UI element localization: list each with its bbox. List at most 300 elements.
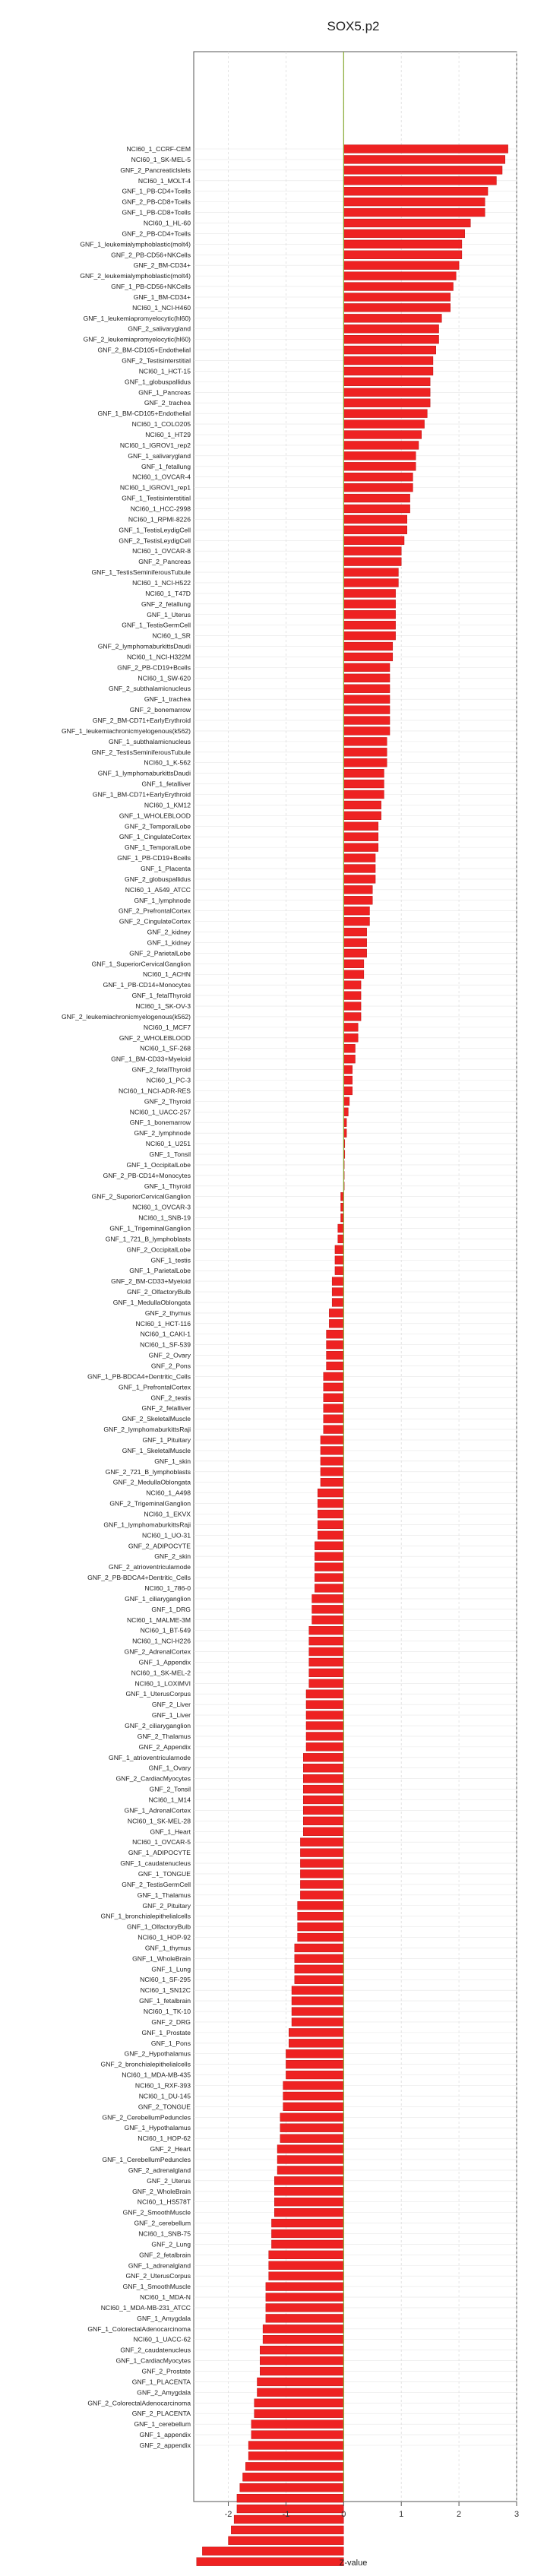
category-label: GNF_1_Lung — [151, 1965, 191, 1973]
category-label: GNF_1_SkeletalMuscle — [122, 1446, 191, 1454]
bar — [343, 293, 450, 302]
bar — [255, 2399, 344, 2407]
category-label: GNF_1_WHOLEBLOOD — [119, 812, 191, 820]
category-label: GNF_2_caudatenucleus — [120, 2346, 191, 2354]
category-label: NCI60_1_LOXIMVI — [134, 1679, 191, 1688]
chart-title: SOX5.p2 — [327, 19, 380, 33]
bar — [321, 1467, 343, 1476]
category-label: NCI60_1_T47D — [145, 589, 191, 597]
bar — [309, 1679, 344, 1688]
category-label: NCI60_1_SK-MEL-2 — [131, 1669, 191, 1677]
category-label: GNF_2_PB-CD14+Monocytes — [103, 1171, 191, 1179]
category-label: NCI60_1_UO-31 — [141, 1531, 191, 1540]
bar — [343, 843, 378, 852]
bar — [321, 1478, 343, 1486]
category-label: NCI60_1_TK-10 — [143, 2008, 191, 2016]
bar — [343, 907, 369, 915]
category-label: NCI60_1_HOP-92 — [138, 1933, 191, 1941]
category-label: GNF_1_TestisLeydigCell — [119, 526, 191, 534]
bar — [266, 2304, 343, 2312]
bar — [321, 1446, 343, 1454]
bar — [257, 2378, 343, 2386]
category-label: NCI60_1_MDA-N — [140, 2293, 191, 2302]
bar — [274, 2187, 343, 2195]
bar — [229, 2536, 344, 2545]
bar — [332, 1277, 343, 1286]
x-tick-label: 0 — [341, 2510, 346, 2519]
bar — [343, 685, 390, 693]
category-label: GNF_2_BM-CD71+EarlyErythroid — [92, 717, 191, 725]
bar — [343, 261, 459, 270]
category-label: GNF_2_atrioventricularnode — [109, 1563, 191, 1571]
bar — [343, 896, 372, 904]
bar — [292, 2018, 343, 2027]
bar — [312, 1605, 344, 1613]
bar — [343, 229, 464, 238]
bar — [343, 610, 395, 619]
x-tick-label: 2 — [457, 2510, 462, 2519]
category-label: GNF_1_PrefrontalCortex — [118, 1383, 191, 1391]
category-label: GNF_2_PB-CD4+Tcells — [122, 229, 191, 238]
category-label: GNF_1_Tonsil — [149, 1150, 191, 1158]
bar — [343, 600, 395, 608]
bar — [251, 2420, 343, 2429]
bar — [343, 314, 441, 322]
bar — [343, 865, 375, 873]
category-label: NCI60_1_SF-539 — [140, 1340, 191, 1349]
bar — [343, 251, 462, 259]
bar — [343, 1108, 348, 1116]
category-label: GNF_1_adrenalgland — [128, 2261, 191, 2270]
bar — [289, 2039, 343, 2047]
category-label: GNF_1_BM-CD71+EarlyErythroid — [92, 790, 191, 799]
bar — [318, 1531, 343, 1540]
bar — [295, 1944, 344, 1952]
bar — [343, 938, 366, 947]
bar — [343, 981, 361, 989]
category-label: NCI60_1_HT29 — [145, 431, 191, 439]
category-label: GNF_1_Prostate — [141, 2028, 191, 2036]
category-label: GNF_1_testis — [150, 1256, 191, 1264]
bar — [343, 663, 390, 672]
bar — [343, 1023, 358, 1031]
bar — [303, 1774, 343, 1783]
bar — [335, 1256, 343, 1264]
category-label: GNF_2_Pons — [150, 1362, 191, 1370]
bar — [343, 717, 390, 725]
category-label: GNF_2_bronchialepithelialcells — [100, 2060, 191, 2068]
category-label: GNF_2_PB-CD8+Tcells — [122, 198, 191, 206]
category-label: GNF_2_Liver — [151, 1701, 191, 1709]
category-label: GNF_1_bronchialepithelialcells — [100, 1912, 191, 1920]
category-label: GNF_2_fetalbrain — [139, 2251, 191, 2259]
bar — [343, 854, 375, 862]
bar — [286, 2060, 343, 2068]
bar — [298, 1923, 344, 1931]
category-label: GNF_1_lymphnode — [134, 896, 191, 904]
category-label: GNF_2_MedullaOblongata — [112, 1478, 191, 1486]
category-label: GNF_2_UterusCorpus — [125, 2272, 191, 2280]
category-label: GNF_1_caudatenucleus — [120, 1859, 191, 1868]
bar — [303, 1764, 343, 1772]
category-label: GNF_1_PB-CD19+Bcells — [117, 854, 191, 862]
bar — [315, 1584, 343, 1593]
bar — [343, 875, 375, 883]
bar — [343, 949, 366, 957]
category-label: NCI60_1_CCRF-CEM — [126, 145, 191, 153]
category-label: NCI60_1_SF-268 — [140, 1044, 191, 1052]
bar — [298, 1901, 344, 1910]
bar — [237, 2494, 343, 2502]
category-label: GNF_2_OlfactoryBulb — [126, 1288, 191, 1296]
bar — [303, 1785, 343, 1793]
category-label: GNF_2_lymphomaburkittsDaudi — [97, 642, 191, 650]
bar — [248, 2442, 343, 2450]
bar — [318, 1499, 343, 1508]
bar — [248, 2451, 343, 2460]
bar — [329, 1309, 343, 1317]
category-label: GNF_1_ParietalLobe — [129, 1267, 191, 1275]
bar — [274, 2208, 343, 2217]
category-label: GNF_1_ADIPOCYTE — [128, 1849, 191, 1857]
category-label: GNF_2_CerebellumPeduncles — [102, 2113, 191, 2122]
category-label: GNF_2_TONGUE — [138, 2103, 191, 2111]
bar — [343, 410, 427, 418]
category-label: GNF_2_Ovary — [148, 1351, 191, 1359]
category-label: NCI60_1_MDA-MB-231_ATCC — [100, 2303, 191, 2312]
category-label: GNF_2_skin — [154, 1552, 191, 1561]
bar — [300, 1880, 343, 1888]
category-label: GNF_1_Thyroid — [144, 1182, 191, 1190]
bar — [343, 801, 381, 809]
category-label: GNF_2_fetalliver — [141, 1404, 191, 1413]
category-label: NCI60_1_A549_ATCC — [125, 885, 191, 894]
category-label: GNF_1_skin — [154, 1457, 191, 1465]
category-label: GNF_2_cerebellum — [134, 2219, 191, 2227]
category-label: GNF_2_lymphnode — [134, 1129, 191, 1138]
bar — [343, 145, 507, 153]
bar — [343, 621, 395, 629]
bar — [292, 2008, 343, 2016]
x-tick-label: -1 — [282, 2510, 290, 2519]
category-label: GNF_2_DRG — [151, 2017, 191, 2026]
bar — [343, 462, 416, 470]
category-label: GNF_1_MedullaOblongata — [112, 1298, 191, 1306]
bar — [298, 1912, 344, 1920]
bar — [286, 2049, 343, 2058]
bar — [343, 272, 456, 280]
category-label: GNF_1_leukemialymphoblastic(molt4) — [80, 240, 191, 248]
bar — [298, 1933, 344, 1941]
bar — [327, 1351, 344, 1359]
bar — [343, 1065, 352, 1074]
bar — [343, 536, 404, 545]
bar — [332, 1288, 343, 1296]
bar — [343, 674, 390, 682]
category-label: GNF_2_kidney — [147, 928, 191, 936]
bar — [306, 1733, 343, 1741]
category-label: NCI60_1_KM12 — [144, 801, 191, 809]
category-label: NCI60_1_COLO205 — [131, 420, 191, 429]
bar — [343, 526, 406, 534]
bar — [237, 2505, 343, 2513]
category-label: GNF_2_Tonsil — [149, 1785, 191, 1793]
bar — [343, 367, 433, 375]
bar — [343, 208, 485, 217]
category-label: GNF_1_bonemarrow — [129, 1119, 191, 1127]
bar — [300, 1849, 343, 1857]
bar — [303, 1806, 343, 1815]
category-label: GNF_2_Amygdala — [137, 2388, 191, 2397]
bar — [289, 2028, 343, 2036]
bar — [260, 2356, 343, 2365]
category-label: GNF_2_PLACENTA — [131, 2410, 191, 2418]
bar — [303, 1796, 343, 1804]
category-label: GNF_1_PB-BDCA4+Dentritic_Cells — [87, 1372, 191, 1381]
category-labels — [62, 145, 191, 2449]
bar — [343, 324, 438, 333]
category-label: GNF_2_trachea — [144, 399, 191, 407]
bar — [327, 1330, 344, 1338]
category-label: GNF_2_Uterus — [147, 2176, 191, 2185]
x-tick-label: 3 — [514, 2510, 520, 2519]
category-label: GNF_2_SmoothMuscle — [122, 2208, 191, 2217]
bar — [240, 2483, 344, 2492]
bar — [343, 579, 398, 587]
bar — [343, 335, 438, 343]
bar — [292, 1986, 343, 1995]
category-label: GNF_1_leukemiapromyelocytic(hl60) — [83, 314, 191, 322]
bar — [343, 420, 424, 429]
bar — [309, 1637, 344, 1645]
category-label: NCI60_1_OVCAR-3 — [132, 1203, 191, 1211]
category-label: NCI60_1_HOP-62 — [138, 2135, 191, 2143]
bar — [343, 653, 393, 661]
bar — [251, 2431, 343, 2439]
category-label: GNF_1_CingulateCortex — [119, 833, 191, 841]
bar — [271, 2219, 343, 2227]
category-label: GNF_1_PB-CD56+NKCells — [111, 283, 191, 291]
category-label: GNF_1_Appendix — [138, 1658, 191, 1666]
bar — [343, 928, 366, 936]
category-label: NCI60_1_SNB-75 — [138, 2229, 191, 2238]
category-label: GNF_1_OccipitalLobe — [126, 1160, 191, 1169]
bar — [269, 2272, 344, 2280]
category-label: GNF_1_CardiacMyocytes — [115, 2356, 191, 2365]
bar — [343, 833, 378, 841]
bar — [343, 303, 450, 312]
bar — [303, 1753, 343, 1761]
bar — [321, 1457, 343, 1465]
category-label: GNF_1_Pituitary — [142, 1436, 191, 1445]
category-label: GNF_2_fetalThyroid — [131, 1065, 191, 1074]
category-label: GNF_2_leukemialymphoblastic(molt4) — [80, 272, 191, 280]
bar — [295, 1954, 344, 1963]
category-label: GNF_1_Ovary — [148, 1764, 191, 1772]
bar — [280, 2135, 343, 2143]
bar — [343, 515, 406, 524]
category-label: GNF_1_Uterus — [147, 610, 191, 619]
bar — [309, 1658, 344, 1666]
category-label: NCI60_1_PC-3 — [146, 1076, 191, 1084]
bar — [343, 642, 393, 650]
category-label: GNF_2_leukemiachronicmyelogenous(k562) — [61, 1012, 191, 1021]
category-label: NCI60_1_RPMI-8226 — [128, 515, 191, 524]
category-label: GNF_1_ciliaryganglion — [125, 1594, 191, 1603]
bar — [197, 2558, 344, 2566]
category-label: GNF_1_subthalamicnucleus — [109, 737, 191, 745]
bar — [318, 1510, 343, 1518]
category-label: GNF_1_TestisGermCell — [122, 621, 191, 629]
category-label: GNF_1_Hypothalamus — [124, 2124, 191, 2132]
bar — [300, 1870, 343, 1878]
bar — [343, 769, 384, 777]
bar — [260, 2346, 343, 2354]
category-label: GNF_1_Placenta — [141, 864, 191, 872]
bar — [315, 1542, 343, 1550]
category-label: GNF_2_Appendix — [138, 1742, 191, 1751]
bar — [343, 1002, 361, 1011]
bar — [309, 1626, 344, 1635]
category-label: GNF_1_SmoothMuscle — [122, 2283, 191, 2291]
bar — [338, 1224, 344, 1233]
bar — [277, 2166, 343, 2174]
category-label: GNF_2_appendix — [139, 2442, 191, 2449]
bar — [343, 737, 387, 745]
category-label: GNF_1_fetallung — [141, 462, 191, 470]
category-label: GNF_2_PrefrontalCortex — [118, 907, 191, 915]
category-label: GNF_1_Thalamus — [137, 1891, 191, 1899]
bar — [231, 2526, 343, 2534]
bar — [343, 1033, 358, 1042]
category-label: GNF_1_Testisinterstitial — [122, 494, 191, 502]
bars — [197, 52, 508, 2566]
bar — [315, 1574, 343, 1582]
bar — [343, 1013, 361, 1021]
bar — [343, 589, 395, 597]
category-label: GNF_2_Prostate — [141, 2367, 191, 2375]
bar — [343, 176, 496, 185]
category-label: NCI60_1_M14 — [148, 1796, 191, 1804]
category-label: GNF_2_TestisGermCell — [122, 1880, 191, 1888]
category-label: GNF_2_globuspallidus — [125, 875, 191, 883]
category-label: NCI60_1_MCF7 — [143, 1023, 191, 1031]
category-label: GNF_1_lymphomaburkittsRaji — [103, 1521, 191, 1529]
category-label: GNF_1_BM-CD33+Myeloid — [111, 1055, 191, 1063]
x-tick-label: 1 — [399, 2510, 404, 2519]
bar — [343, 1055, 355, 1063]
category-label: GNF_2_ColorectalAdenocarcinoma — [87, 2399, 191, 2407]
category-label: GNF_2_Thyroid — [144, 1097, 191, 1106]
category-label: GNF_1_TONGUE — [138, 1869, 191, 1878]
x-tick-label: -2 — [224, 2510, 232, 2519]
category-label: GNF_2_TemporalLobe — [125, 822, 191, 831]
bar — [274, 2176, 343, 2185]
bar — [260, 2367, 343, 2375]
category-label: GNF_2_subthalamicnucleus — [109, 685, 191, 693]
category-label: GNF_2_TestisSeminiferousTubule — [91, 748, 191, 756]
bar — [271, 2229, 343, 2238]
category-label: GNF_2_Pancreas — [138, 558, 191, 566]
category-label: GNF_1_UterusCorpus — [125, 1690, 191, 1698]
category-label: NCI60_1_U251 — [145, 1140, 191, 1148]
bar — [343, 748, 387, 756]
category-label: GNF_2_CardiacMyocytes — [115, 1774, 191, 1783]
bar — [277, 2156, 343, 2164]
category-label: GNF_2_CingulateCortex — [119, 917, 191, 926]
category-label: GNF_1_ColorectalAdenocarcinoma — [87, 2324, 191, 2333]
bar — [324, 1394, 344, 1402]
bar — [271, 2240, 343, 2248]
category-label: GNF_2_Heart — [150, 2145, 191, 2154]
bar — [269, 2261, 344, 2270]
bar — [343, 558, 401, 566]
category-label: GNF_2_fetallung — [141, 600, 191, 608]
bar — [343, 780, 384, 788]
bar — [343, 1076, 352, 1084]
bar — [306, 1711, 343, 1720]
bar — [343, 198, 485, 206]
category-label: GNF_1_cerebellum — [134, 2420, 191, 2429]
bar — [343, 494, 409, 502]
category-label: GNF_2_ciliaryganglion — [125, 1722, 191, 1730]
bar — [263, 2335, 343, 2343]
bar — [303, 1817, 343, 1825]
category-label: GNF_2_bonemarrow — [129, 706, 191, 714]
bar — [266, 2293, 343, 2302]
category-label: NCI60_1_UACC-62 — [133, 2335, 191, 2343]
x-axis-label: Z-value — [339, 2559, 368, 2568]
category-label: NCI60_1_IGROV1_rep1 — [119, 483, 191, 492]
category-label: NCI60_1_OVCAR-4 — [132, 473, 191, 481]
category-label: NCI60_1_SK-MEL-28 — [127, 1817, 191, 1825]
category-label: NCI60_1_SK-OV-3 — [135, 1002, 191, 1011]
category-label: NCI60_1_A498 — [146, 1489, 191, 1497]
bar — [309, 1669, 344, 1677]
plot-frame — [194, 52, 517, 2502]
category-label: NCI60_1_RXF-393 — [134, 2081, 191, 2090]
category-label: GNF_1_TestisSeminiferousTubule — [91, 568, 191, 577]
bar — [343, 473, 413, 481]
category-label: NCI60_1_SF-295 — [140, 1976, 191, 1984]
category-label: NCI60_1_UACC-257 — [129, 1108, 191, 1116]
bar — [343, 822, 378, 831]
category-label: NCI60_1_NCI-H322M — [126, 653, 191, 661]
bar — [343, 378, 430, 386]
category-label: GNF_1_Pancreas — [138, 388, 191, 397]
bar — [343, 1097, 349, 1106]
category-label: GNF_2_SkeletalMuscle — [122, 1415, 191, 1423]
category-label: GNF_1_PB-CD8+Tcells — [122, 208, 191, 217]
category-label: NCI60_1_IGROV1_rep2 — [119, 441, 191, 449]
category-label: GNF_1_721_B_lymphoblasts — [105, 1235, 191, 1243]
bar — [343, 568, 398, 577]
category-label: NCI60_1_NCI-H522 — [132, 578, 191, 587]
category-label: GNF_2_OccipitalLobe — [126, 1245, 191, 1254]
category-label: GNF_1_fetalThyroid — [131, 992, 191, 1000]
category-label: GNF_1_PB-CD14+Monocytes — [103, 981, 191, 989]
category-label: NCI60_1_HCC-2998 — [130, 505, 191, 513]
bar — [327, 1362, 344, 1370]
category-label: GNF_1_PB-CD4+Tcells — [122, 187, 191, 195]
category-label: NCI60_1_MALME-3M — [126, 1616, 191, 1624]
bar — [343, 758, 387, 767]
category-label: NCI60_1_SK-MEL-5 — [131, 155, 191, 163]
bar — [266, 2283, 343, 2291]
category-label: GNF_2_TestisLeydigCell — [119, 536, 191, 545]
bar — [343, 388, 430, 397]
category-label: GNF_1_BM-CD105+Endothelial — [97, 410, 191, 418]
